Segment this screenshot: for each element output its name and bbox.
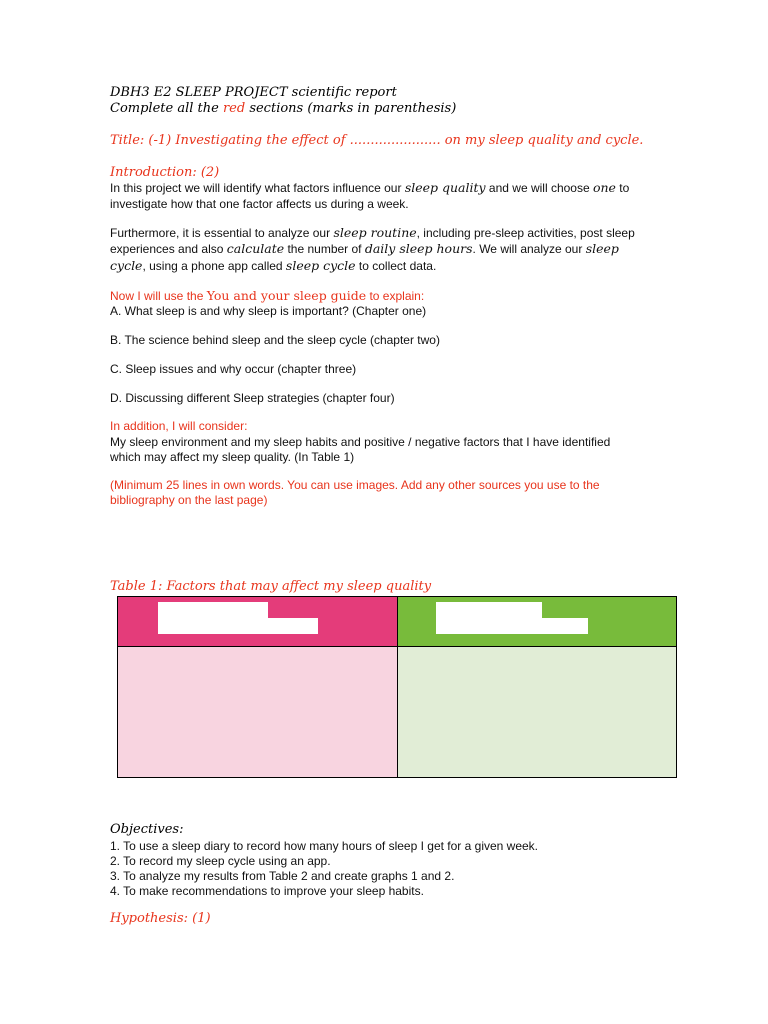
intro-paragraph-2-line-2 — [110, 241, 619, 257]
intro-p1-text-a: In this project we will identify what factors influence our — [110, 181, 405, 195]
guide-item-a: A. What sleep is and why sleep is important? (Chapter one) — [110, 304, 427, 318]
guide-intro-pre: Now I will use the — [110, 289, 207, 303]
factors-table-header-row — [118, 597, 677, 647]
intro-paragraph-2-line-1 — [110, 225, 635, 241]
factors-header-right — [397, 597, 677, 647]
factors-table-body-row — [118, 647, 677, 778]
intro-p2-emphasis-sleep-routine: sleep routine — [333, 225, 417, 240]
intro-p1-emphasis-one: one — [592, 180, 616, 195]
report-title: Title: (-1) Investigating the effect of ...................... on my sleep quality and cycle. — [110, 133, 644, 148]
factors-table — [117, 596, 677, 778]
header-line-1: DBH3 E2 SLEEP PROJECT scientific report — [110, 85, 397, 100]
table-1-caption: Table 1: Factors that may affect my sleep quality — [110, 579, 432, 594]
header-line-2-pre: Complete all the — [110, 101, 223, 116]
header-red-word: red — [222, 101, 246, 116]
intro-p2-l3-text-b: to collect data. — [355, 259, 437, 273]
intro-p2-l2-text-c: . We will analyze our — [472, 242, 586, 256]
introduction-heading: Introduction: (2) — [110, 165, 220, 180]
minimum-note-line-2: bibliography on the last page) — [110, 493, 268, 507]
intro-p2-l2-text-b: the number of — [284, 242, 365, 256]
guide-intro-line — [110, 288, 424, 303]
guide-item-d: D. Discussing different Sleep strategies (chapter four) — [110, 391, 395, 405]
factors-cell-left — [118, 647, 398, 778]
consider-line-1: My sleep environment and my sleep habits and positive / negative factors that I have identified — [110, 435, 611, 449]
intro-p2-l2-text-a: experiences and also — [110, 242, 227, 256]
intro-paragraph-2-line-3 — [110, 258, 436, 274]
consider-line-2: which may affect my sleep quality. (In Table 1) — [110, 450, 355, 464]
header-line-2-post: sections (marks in parenthesis) — [245, 101, 457, 116]
header-line-2 — [110, 101, 456, 116]
objective-item-1: 1. To use a sleep diary to record how many hours of sleep I get for a given week. — [110, 839, 539, 853]
objective-item-3: 3. To analyze my results from Table 2 and create graphs 1 and 2. — [110, 869, 455, 883]
guide-item-b: B. The science behind sleep and the sleep cycle (chapter two) — [110, 333, 440, 347]
guide-item-c: C. Sleep issues and why occur (chapter three) — [110, 362, 357, 376]
intro-paragraph-1-line-1 — [110, 180, 629, 196]
redacted-header-left-a — [158, 602, 268, 618]
factors-cell-right — [397, 647, 677, 778]
consider-heading: In addition, I will consider: — [110, 419, 248, 433]
intro-p2-emphasis-cycle: cycle — [110, 258, 143, 273]
intro-p2-l3-text-a: , using a phone app called — [142, 259, 286, 273]
guide-name: You and your sleep guide — [206, 288, 367, 303]
objectives-heading: Objectives: — [110, 822, 184, 837]
intro-p2-text-b: , including pre-sleep activities, post sleep — [416, 226, 635, 240]
minimum-note-line-1: (Minimum 25 lines in own words. You can use images. Add any other sources you use to the — [110, 478, 600, 492]
guide-intro-post: to explain: — [366, 289, 425, 303]
redacted-header-left-b — [158, 618, 318, 634]
intro-p2-emphasis-daily-sleep-hours: daily sleep hours — [364, 241, 473, 256]
intro-paragraph-1-line-2: investigate how that one factor affects us during a week. — [110, 197, 409, 211]
objective-item-2: 2. To record my sleep cycle using an app. — [110, 854, 331, 868]
objective-item-4: 4. To make recommendations to improve your sleep habits. — [110, 884, 424, 898]
intro-p1-text-b: and we will choose — [485, 181, 593, 195]
factors-header-left — [118, 597, 398, 647]
intro-p2-emphasis-sleep: sleep — [585, 241, 619, 256]
intro-p2-emphasis-calculate: calculate — [226, 241, 285, 256]
redacted-header-right-b — [436, 618, 588, 634]
hypothesis-heading: Hypothesis: (1) — [110, 911, 211, 926]
redacted-header-right-a — [436, 602, 542, 618]
intro-p1-text-c: to — [615, 181, 630, 195]
intro-p2-text-a: Furthermore, it is essential to analyze our — [110, 226, 334, 240]
intro-p1-emphasis-sleep-quality: sleep quality — [404, 180, 486, 195]
intro-p2-emphasis-sleep-cycle: sleep cycle — [285, 258, 356, 273]
